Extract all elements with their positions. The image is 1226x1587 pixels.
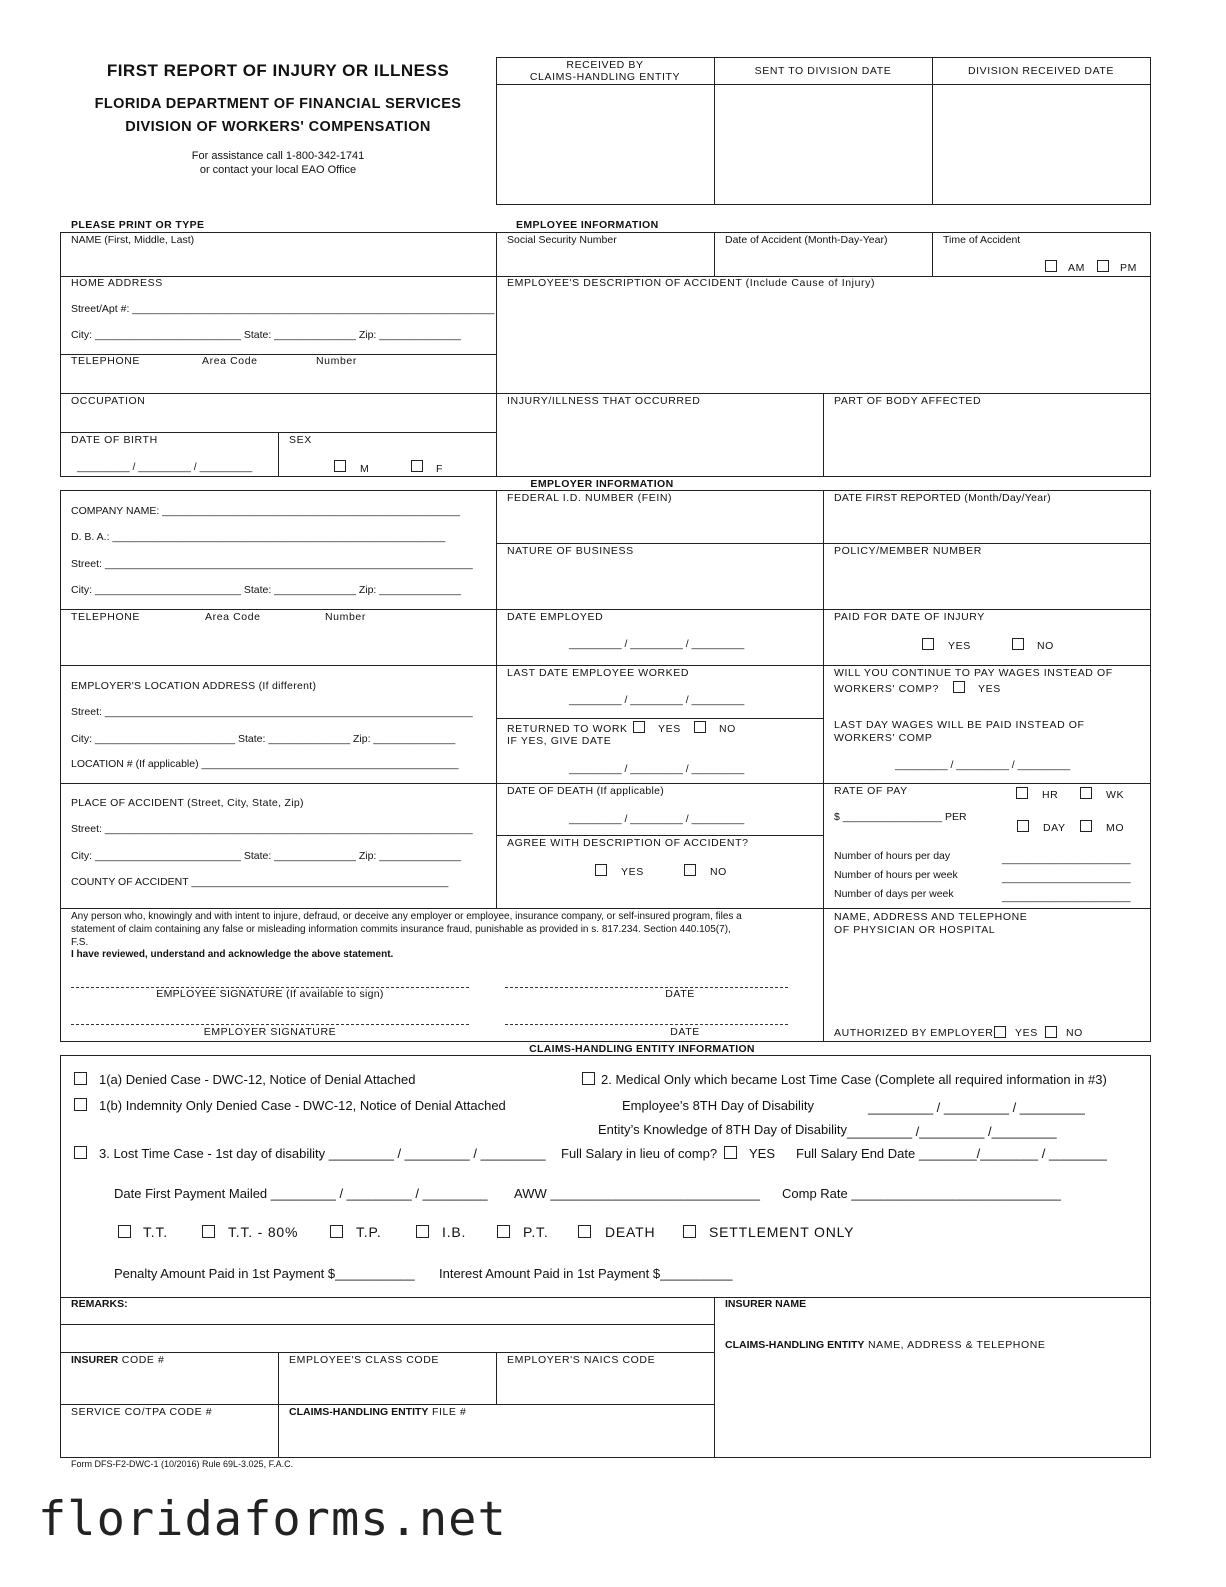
print-or-type-label: PLEASE PRINT OR TYPE bbox=[71, 219, 205, 231]
benefit-tt-label: T.T. bbox=[143, 1224, 168, 1240]
returned-no-checkbox[interactable] bbox=[694, 721, 706, 733]
employee-telephone-label: TELEPHONE bbox=[71, 355, 140, 367]
medical-only-checkbox[interactable] bbox=[582, 1072, 595, 1085]
employer-signature-label: EMPLOYER SIGNATURE bbox=[203, 1026, 337, 1038]
place-street-field[interactable]: Street: _______________________________________________________________ bbox=[71, 823, 473, 835]
employer-city-field[interactable]: City: _________________________ State: ______________ Zip: ______________ bbox=[71, 584, 462, 596]
benefit-tt-checkbox[interactable] bbox=[118, 1225, 131, 1238]
accident-description-field[interactable] bbox=[498, 292, 1148, 391]
place-of-accident-label: PLACE OF ACCIDENT (Street, City, State, Zip) bbox=[71, 797, 304, 809]
full-salary-yes-checkbox[interactable] bbox=[724, 1146, 737, 1159]
fraud-statement-line-1: Any person who, knowingly and with intent to injure, defraud, or deceive any employer or employee, insurance company, or self-insured program, files a bbox=[71, 911, 742, 922]
benefit-pt-checkbox[interactable] bbox=[497, 1225, 510, 1238]
continue-wages-label: WILL YOU CONTINUE TO PAY WAGES INSTEAD OF bbox=[834, 667, 1113, 679]
remarks-field[interactable] bbox=[62, 1326, 712, 1350]
acknowledgement: I have reviewed, understand and acknowledge the above statement. bbox=[71, 949, 394, 960]
received-by-field[interactable] bbox=[498, 86, 712, 203]
date-of-birth-label: DATE OF BIRTH bbox=[71, 434, 158, 446]
last-date-worked-field[interactable]: _________ / _________ / _________ bbox=[569, 694, 745, 706]
che-file-rest: FILE # bbox=[428, 1406, 467, 1418]
sent-to-division-label: SENT TO DIVISION DATE bbox=[754, 65, 892, 77]
employer-number-label: Number bbox=[325, 611, 366, 623]
form-title: FIRST REPORT OF INJURY OR ILLNESS bbox=[106, 61, 450, 80]
date-of-birth-field[interactable]: _________ / _________ / _________ bbox=[77, 461, 253, 473]
returned-no-label: NO bbox=[719, 723, 736, 735]
assistance-eao: or contact your local EAO Office bbox=[199, 164, 357, 176]
accident-description-label: EMPLOYEE'S DESCRIPTION OF ACCIDENT (Include Cause of Injury) bbox=[507, 277, 876, 289]
benefit-tt80-label: T.T. - 80% bbox=[228, 1224, 299, 1240]
rate-hr-checkbox[interactable] bbox=[1016, 787, 1028, 799]
che-name-field[interactable] bbox=[716, 1356, 1148, 1456]
naics-code-field[interactable] bbox=[498, 1369, 712, 1402]
sex-m-checkbox[interactable] bbox=[334, 460, 346, 472]
pm-label: PM bbox=[1120, 262, 1137, 274]
sex-f-label: F bbox=[436, 463, 444, 475]
naics-code-label: EMPLOYER'S NAICS CODE bbox=[507, 1354, 656, 1366]
place-city-field[interactable]: City: _________________________ State: ______________ Zip: ______________ bbox=[71, 850, 462, 862]
authorized-no-checkbox[interactable] bbox=[1045, 1026, 1057, 1038]
hours-per-day-label: Number of hours per day bbox=[834, 850, 951, 862]
form-number: Form DFS-F2-DWC-1 (10/2016) Rule 69L-3.025, F.A.C. bbox=[71, 1459, 294, 1469]
employee-name-field[interactable] bbox=[62, 248, 494, 274]
occupation-label: OCCUPATION bbox=[71, 395, 146, 407]
authorized-yes-checkbox[interactable] bbox=[994, 1026, 1006, 1038]
class-code-field[interactable] bbox=[280, 1369, 494, 1402]
date-employed-field[interactable]: _________ / _________ / _________ bbox=[569, 638, 745, 650]
nature-of-business-field[interactable] bbox=[498, 560, 821, 607]
occupation-field[interactable] bbox=[62, 410, 494, 430]
fraud-statement-line-3: F.S. bbox=[71, 937, 89, 948]
rate-day-checkbox[interactable] bbox=[1017, 820, 1029, 832]
benefit-ib-checkbox[interactable] bbox=[416, 1225, 429, 1238]
class-code-label: EMPLOYEE'S CLASS CODE bbox=[289, 1354, 439, 1366]
employer-location-label: EMPLOYER'S LOCATION ADDRESS (If different) bbox=[71, 680, 317, 692]
insurer-code-label bbox=[71, 1355, 164, 1366]
full-salary-label: Full Salary in lieu of comp? bbox=[561, 1146, 718, 1161]
benefit-tp-label: T.P. bbox=[356, 1224, 382, 1240]
employee-name-label: NAME (First, Middle, Last) bbox=[71, 234, 195, 246]
agree-yes-label: YES bbox=[621, 866, 644, 878]
denied-case-label: 1(a) Denied Case - DWC-12, Notice of Denial Attached bbox=[99, 1072, 416, 1087]
last-day-wages-label: LAST DAY WAGES WILL BE PAID INSTEAD OF bbox=[834, 719, 1085, 731]
rate-day-label: DAY bbox=[1043, 822, 1066, 834]
claims-entity-label: CLAIMS-HANDLING ENTITY bbox=[529, 71, 681, 83]
insurer-code-rest: CODE # bbox=[118, 1354, 165, 1366]
watermark: floridaforms.net bbox=[38, 1492, 507, 1547]
date-first-reported-label: DATE FIRST REPORTED (Month/Day/Year) bbox=[834, 492, 1051, 504]
date-of-accident-field[interactable] bbox=[716, 248, 930, 274]
rate-mo-checkbox[interactable] bbox=[1080, 820, 1092, 832]
interest-amount-field[interactable]: Interest Amount Paid in 1st Payment $__________ bbox=[439, 1266, 733, 1281]
employee-8th-day-field[interactable]: _________ / _________ / _________ bbox=[868, 1100, 1085, 1115]
tpa-code-label: SERVICE CO/TPA CODE # bbox=[71, 1406, 213, 1418]
hours-per-week-label: Number of hours per week bbox=[834, 869, 958, 881]
physician-label: NAME, ADDRESS AND TELEPHONE bbox=[834, 911, 1028, 923]
policy-number-field[interactable] bbox=[825, 560, 1148, 607]
rate-wk-checkbox[interactable] bbox=[1080, 787, 1092, 799]
employer-signature-line[interactable] bbox=[71, 1024, 469, 1025]
date-employed-label: DATE EMPLOYED bbox=[507, 611, 604, 623]
employee-info-heading: EMPLOYEE INFORMATION bbox=[516, 219, 659, 231]
employer-telephone-label: TELEPHONE bbox=[71, 611, 140, 623]
paid-doi-yes-label: YES bbox=[948, 640, 971, 652]
agree-no-checkbox[interactable] bbox=[684, 864, 696, 876]
che-name-bold: CLAIMS-HANDLING ENTITY bbox=[725, 1339, 865, 1351]
physician-label-2: OF PHYSICIAN OR HOSPITAL bbox=[834, 924, 996, 936]
dba-field[interactable]: D. B. A.: _________________________________________________________ bbox=[71, 531, 446, 543]
agree-description-label: AGREE WITH DESCRIPTION OF ACCIDENT? bbox=[507, 837, 749, 849]
hours-per-week-field[interactable]: ______________________ bbox=[1002, 872, 1131, 884]
rate-amount-field[interactable]: $ _________________ PER bbox=[834, 811, 967, 823]
policy-number-label: POLICY/MEMBER NUMBER bbox=[834, 545, 982, 557]
hours-per-day-field[interactable]: ______________________ bbox=[1002, 853, 1131, 865]
date-of-accident-label: Date of Accident (Month-Day-Year) bbox=[725, 234, 888, 246]
employee-signature-label: EMPLOYEE SIGNATURE (If available to sign) bbox=[156, 988, 384, 1000]
injury-label: INJURY/ILLNESS THAT OCCURRED bbox=[507, 395, 701, 407]
agree-no-label: NO bbox=[710, 866, 727, 878]
employee-telephone-field[interactable] bbox=[62, 370, 494, 391]
ssn-label: Social Security Number bbox=[507, 234, 617, 246]
returned-to-work-label: RETURNED TO WORK bbox=[507, 723, 628, 735]
sex-f-checkbox[interactable] bbox=[411, 460, 423, 472]
division-received-field[interactable] bbox=[934, 86, 1148, 203]
location-street-field[interactable]: Street: _______________________________________________________________ bbox=[71, 706, 473, 718]
employee-date-line[interactable] bbox=[505, 987, 788, 988]
insurer-name-label: INSURER NAME bbox=[725, 1298, 807, 1310]
sex-m-label: M bbox=[360, 463, 370, 475]
full-salary-yes-label: YES bbox=[749, 1146, 776, 1161]
nature-of-business-label: NATURE OF BUSINESS bbox=[507, 545, 634, 557]
am-label: AM bbox=[1068, 262, 1085, 274]
medical-only-label: 2. Medical Only which became Lost Time Case (Complete all required information in #3) bbox=[601, 1072, 1107, 1087]
penalty-amount-field[interactable]: Penalty Amount Paid in 1st Payment $___________ bbox=[114, 1266, 415, 1281]
returned-yes-checkbox[interactable] bbox=[633, 721, 645, 733]
date-of-death-label: DATE OF DEATH (If applicable) bbox=[507, 785, 665, 797]
remarks-label: REMARKS: bbox=[71, 1298, 128, 1310]
indemnity-denied-checkbox[interactable] bbox=[74, 1098, 87, 1111]
fein-label: FEDERAL I.D. NUMBER (FEIN) bbox=[507, 492, 673, 504]
first-payment-field[interactable]: Date First Payment Mailed _________ / _________ / _________ bbox=[114, 1186, 488, 1201]
continue-wages-yes-label: YES bbox=[978, 683, 1001, 695]
lost-time-checkbox[interactable] bbox=[74, 1146, 87, 1159]
ssn-field[interactable] bbox=[498, 248, 712, 274]
sex-label: SEX bbox=[289, 434, 312, 446]
employer-info-heading: EMPLOYER INFORMATION bbox=[530, 478, 674, 490]
benefit-tp-checkbox[interactable] bbox=[330, 1225, 343, 1238]
benefit-death-label: DEATH bbox=[605, 1224, 656, 1240]
days-per-week-field[interactable]: ______________________ bbox=[1002, 891, 1131, 903]
if-yes-give-date-label: IF YES, GIVE DATE bbox=[507, 735, 612, 747]
lost-time-label[interactable]: 3. Lost Time Case - 1st day of disability _________ / _________ / _________ bbox=[99, 1146, 546, 1161]
company-name-field[interactable]: COMPANY NAME: ___________________________________________________ bbox=[71, 505, 461, 517]
authorized-yes-label: YES bbox=[1015, 1027, 1038, 1039]
che-name-rest: NAME, ADDRESS & TELEPHONE bbox=[864, 1339, 1046, 1351]
continue-wages-yes-checkbox[interactable] bbox=[953, 681, 965, 693]
employer-date-line[interactable] bbox=[505, 1024, 788, 1025]
home-street-field[interactable]: Street/Apt #: ______________________________________________________________ bbox=[71, 303, 495, 315]
benefit-tt80-checkbox[interactable] bbox=[202, 1225, 215, 1238]
rate-hr-label: HR bbox=[1042, 789, 1059, 801]
home-city-field[interactable]: City: _________________________ State: ______________ Zip: ______________ bbox=[71, 329, 462, 341]
employee-8th-day-label: Employee’s 8TH Day of Disability bbox=[622, 1098, 814, 1113]
employer-date-label: DATE bbox=[670, 1026, 700, 1038]
denied-case-checkbox[interactable] bbox=[74, 1072, 87, 1085]
claims-entity-heading: CLAIMS-HANDLING ENTITY INFORMATION bbox=[529, 1043, 755, 1055]
location-city-field[interactable]: City: ________________________ State: ______________ Zip: ______________ bbox=[71, 733, 456, 745]
body-part-field[interactable] bbox=[825, 410, 1148, 475]
rate-wk-label: WK bbox=[1106, 789, 1125, 801]
employer-telephone-field[interactable] bbox=[62, 626, 494, 663]
employer-street-field[interactable]: Street: _______________________________________________________________ bbox=[71, 558, 473, 570]
tpa-code-field[interactable] bbox=[62, 1421, 276, 1456]
full-salary-end-field[interactable]: Full Salary End Date ________/________ / ________ bbox=[796, 1146, 1107, 1161]
rate-of-pay-label: RATE OF PAY bbox=[834, 785, 908, 797]
che-name-label bbox=[725, 1340, 1046, 1351]
entity-8th-day-field[interactable]: _________ /_________ /_________ bbox=[847, 1124, 1057, 1139]
department-name: FLORIDA DEPARTMENT OF FINANCIAL SERVICES bbox=[94, 96, 462, 112]
physician-field[interactable] bbox=[825, 940, 1148, 1020]
date-of-death-field[interactable]: _________ / _________ / _________ bbox=[569, 813, 745, 825]
agree-yes-checkbox[interactable] bbox=[595, 864, 607, 876]
body-part-label: PART OF BODY AFFECTED bbox=[834, 395, 982, 407]
insurer-code-field[interactable] bbox=[62, 1369, 276, 1402]
pm-checkbox[interactable] bbox=[1097, 260, 1109, 272]
rate-mo-label: MO bbox=[1106, 822, 1125, 834]
fein-field[interactable] bbox=[498, 507, 821, 541]
employee-date-label: DATE bbox=[665, 988, 695, 1000]
fraud-statement-line-2: statement of claim containing any false or misleading information commits insurance fraud, punishable as provided in s. 817.234. Section 440.105(7), bbox=[71, 924, 731, 935]
che-file-bold: CLAIMS-HANDLING ENTITY bbox=[289, 1406, 429, 1418]
division-name: DIVISION OF WORKERS' COMPENSATION bbox=[125, 119, 431, 135]
assistance-phone: For assistance call 1-800-342-1741 bbox=[191, 150, 365, 162]
entity-8th-day-label: Entity’s Knowledge of 8TH Day of Disability bbox=[598, 1122, 848, 1137]
county-of-accident-field[interactable]: COUNTY OF ACCIDENT ____________________________________________ bbox=[71, 876, 449, 888]
benefit-pt-label: P.T. bbox=[523, 1224, 549, 1240]
paid-doi-no-label: NO bbox=[1037, 640, 1054, 652]
received-by-label: RECEIVED BY bbox=[566, 59, 644, 71]
employer-area-code-label: Area Code bbox=[205, 611, 261, 623]
time-of-accident-label: Time of Accident bbox=[943, 234, 1021, 246]
paid-doi-no-checkbox[interactable] bbox=[1012, 638, 1024, 650]
indemnity-denied-label: 1(b) Indemnity Only Denied Case - DWC-12, Notice of Denial Attached bbox=[99, 1098, 506, 1113]
authorized-no-label: NO bbox=[1066, 1027, 1083, 1039]
benefit-death-checkbox[interactable] bbox=[578, 1225, 591, 1238]
paid-for-doi-label: PAID FOR DATE OF INJURY bbox=[834, 611, 985, 623]
location-number-field[interactable]: LOCATION # (If applicable) ____________________________________________ bbox=[71, 758, 459, 770]
last-day-wages-field[interactable]: _________ / _________ / _________ bbox=[895, 759, 1071, 771]
che-file-field[interactable] bbox=[280, 1421, 712, 1456]
benefit-ib-label: I.B. bbox=[442, 1224, 467, 1240]
home-address-label: HOME ADDRESS bbox=[71, 277, 163, 289]
am-checkbox[interactable] bbox=[1045, 260, 1057, 272]
paid-doi-yes-checkbox[interactable] bbox=[922, 638, 934, 650]
benefit-settlement-label: SETTLEMENT ONLY bbox=[709, 1224, 855, 1240]
continue-wages-label-2: WORKERS' COMP? bbox=[834, 683, 939, 695]
division-received-label: DIVISION RECEIVED DATE bbox=[967, 65, 1115, 77]
che-file-label bbox=[289, 1407, 466, 1418]
returned-yes-label: YES bbox=[658, 723, 681, 735]
authorized-by-employer-label: AUTHORIZED BY EMPLOYER bbox=[834, 1027, 994, 1039]
returned-date-field[interactable]: _________ / _________ / _________ bbox=[569, 763, 745, 775]
benefit-settlement-checkbox[interactable] bbox=[683, 1225, 696, 1238]
employee-area-code-label: Area Code bbox=[202, 355, 258, 367]
last-day-wages-label-2: WORKERS' COMP bbox=[834, 732, 933, 744]
comp-rate-field[interactable]: Comp Rate _____________________________ bbox=[782, 1186, 1062, 1201]
sent-to-division-field[interactable] bbox=[716, 86, 930, 203]
employee-number-label: Number bbox=[316, 355, 357, 367]
days-per-week-label: Number of days per week bbox=[834, 888, 954, 900]
aww-field[interactable]: AWW _____________________________ bbox=[514, 1186, 761, 1201]
date-first-reported-field[interactable] bbox=[825, 507, 1148, 541]
injury-field[interactable] bbox=[498, 410, 821, 475]
insurer-code-bold: INSURER bbox=[71, 1354, 119, 1366]
last-date-worked-label: LAST DATE EMPLOYEE WORKED bbox=[507, 667, 690, 679]
